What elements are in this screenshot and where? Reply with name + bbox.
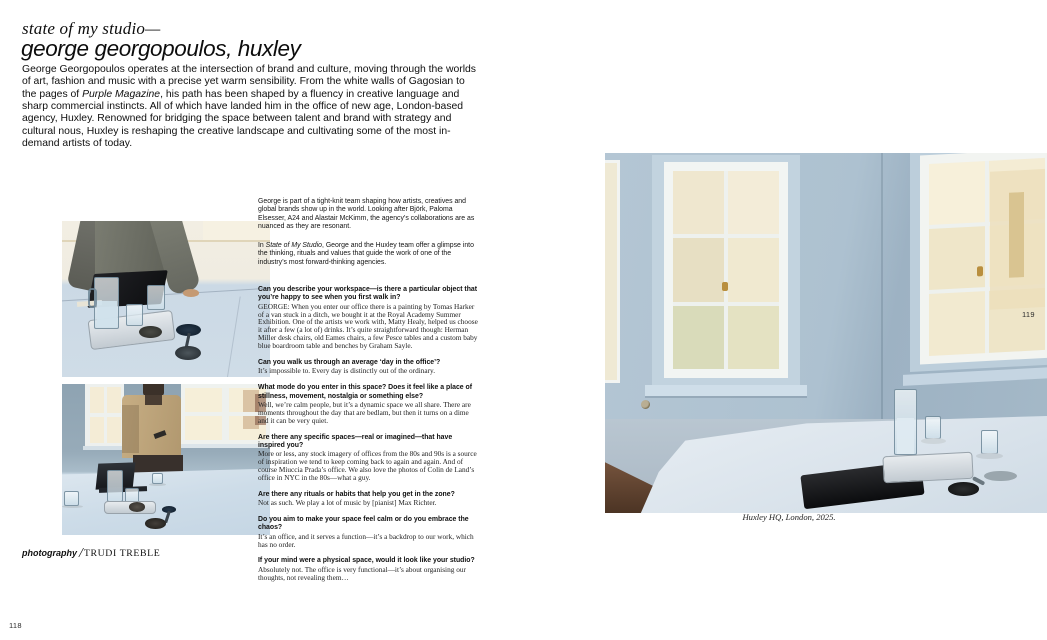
window-sill bbox=[645, 385, 806, 396]
jacket-collar bbox=[145, 395, 162, 406]
window-pane bbox=[929, 292, 985, 356]
paragraph-text-after: , George and the Huxley team offer a glimpse into the thinking, rituals and values that guide the work of one of the industry’s most forward-thinking agencies. bbox=[258, 242, 474, 266]
magazine-name-italic: Purple Magazine bbox=[82, 88, 161, 100]
interview-question: Can you describe your workspace—is there a particular object that you’re happy to see when you first walk in? bbox=[258, 286, 478, 302]
water-glass bbox=[981, 430, 998, 453]
interview-question: Are there any rituals or habits that help you get in the zone? bbox=[258, 490, 455, 498]
water-glass bbox=[147, 285, 165, 310]
table-seam-line bbox=[226, 296, 240, 377]
window-pane bbox=[728, 306, 779, 369]
credit-slash: / bbox=[79, 546, 83, 561]
window-panes bbox=[673, 171, 779, 369]
page-number-left: 118 bbox=[9, 621, 22, 630]
qa-block bbox=[258, 434, 480, 482]
interview-qa-list bbox=[258, 286, 480, 581]
interview-answer: Absolutely not. The office is very functional—it’s about organising our thoughts, not revealing them… bbox=[258, 564, 466, 582]
speaker-puck bbox=[948, 482, 979, 496]
paragraph-text-before: In bbox=[258, 242, 266, 250]
paragraph-text: George is part of a tight-knit team shaping how artists, creatives and global brands show up in the world. Looking after Björk, Paloma Elsesser, A24 and Alastair McKimm, the agency’s collaborations are as nuanced as they are resonant. bbox=[258, 198, 475, 230]
boardroom-table bbox=[62, 469, 270, 535]
building-window-outside bbox=[1009, 193, 1024, 279]
qa-block bbox=[258, 286, 480, 350]
interview-answer: Well, we’re calm people, but it’s a dynamic space we all share. There are moments throughout the day that are bedlam, but then it turns on a dime and it can be very quiet. bbox=[258, 399, 471, 425]
page-number-right: 119 bbox=[1022, 310, 1035, 319]
interview-question: Can you walk us through an average ‘day in the office’? bbox=[258, 359, 441, 367]
photo-caption: Huxley HQ, London, 2025. bbox=[742, 512, 836, 522]
window-casing bbox=[910, 153, 1047, 373]
water-glass bbox=[925, 416, 941, 439]
water-tray bbox=[882, 451, 973, 483]
interview-answer: GEORGE: When you enter our office there is a painting by Tomas Harker of a van stuck in a ditch, we bought it at the Royal Academy Summer Exhibition. One of the artists we work with, Matty Healy, helped us choose it after a few (a lot of) drinks. It’s quite straightforward though: Herman Miller desk chairs, old Eames chairs, a few Pesce tables and a custom baby blue boardroom table and benches by Graham Sayle. bbox=[258, 301, 478, 351]
window-sill bbox=[83, 446, 127, 450]
coaster bbox=[129, 502, 146, 512]
window bbox=[181, 384, 270, 444]
speaker-puck bbox=[145, 518, 166, 529]
water-level bbox=[97, 301, 117, 328]
interview-answer: It’s an office, and it serves a function—it’s a backdrop to our work, which has no order. bbox=[258, 531, 474, 549]
article-column bbox=[258, 198, 480, 591]
water-level bbox=[897, 418, 914, 454]
interview-answer: More or less, any stock imagery of offices from the 80s and 90s is a source of inspiration we tend to keep coming back to again and again. And of course Miuccia Prada’s office. We also love the photos of Colin de Land’s office in NYC in the 80s—what a guy. bbox=[258, 449, 477, 482]
brass-wall-fixture bbox=[641, 400, 650, 409]
intro-text-before: George Georgopoulos operates at the intersection of brand and culture, moving through the worlds of art, fashion and music with a precise yet warm sensibility. From the white walls of Gagosian to the pages of bbox=[22, 64, 477, 100]
window-pane bbox=[673, 306, 724, 369]
brass-window-latch bbox=[977, 266, 983, 276]
series-kicker: state of my studio— bbox=[22, 19, 161, 38]
window-casing bbox=[652, 155, 800, 385]
water-glass bbox=[126, 304, 143, 326]
photography-credit bbox=[22, 543, 160, 562]
window-pane bbox=[929, 226, 985, 290]
interview-answer: Not as such. We play a lot of music by [pianist] Max Richter. bbox=[258, 498, 437, 508]
column-paragraph bbox=[258, 198, 480, 231]
water-glass bbox=[64, 491, 79, 506]
photo-man-leaning-on-table bbox=[62, 221, 270, 377]
interview-answer: It’s impossible to. Every day is distinctly out of the ordinary. bbox=[258, 366, 436, 376]
window-pane bbox=[728, 238, 779, 301]
coaster bbox=[139, 326, 162, 338]
water-glass bbox=[107, 470, 124, 502]
interview-question: If your mind were a physical space, would it look like your studio? bbox=[258, 557, 475, 565]
window-pane bbox=[673, 238, 724, 301]
window bbox=[85, 384, 125, 446]
qa-block bbox=[258, 491, 480, 507]
interview-question: Do you aim to make your space feel calm or do you embrace the chaos? bbox=[258, 516, 469, 532]
water-glass bbox=[152, 473, 162, 484]
window-mullion bbox=[185, 412, 266, 416]
window-sliver bbox=[605, 160, 620, 383]
qa-block bbox=[258, 359, 480, 375]
credit-photographer-name: TRUDI TREBLE bbox=[83, 548, 161, 559]
window-pane bbox=[728, 171, 779, 234]
photo-office-corner bbox=[605, 153, 1047, 513]
pitcher-handle bbox=[88, 288, 97, 308]
qa-block bbox=[258, 557, 480, 581]
photo-man-at-window bbox=[62, 384, 270, 535]
window-sill bbox=[178, 444, 270, 448]
intro-paragraph bbox=[22, 64, 478, 150]
window-pane bbox=[673, 171, 724, 234]
window-mullion bbox=[90, 413, 122, 417]
person-hand bbox=[183, 289, 200, 297]
wall-corner-line bbox=[881, 153, 883, 427]
interview-question: Are there any specific spaces—real or imagined—that have inspired you? bbox=[258, 433, 453, 449]
brass-window-latch bbox=[722, 282, 728, 291]
column-paragraph bbox=[258, 242, 480, 267]
intro-text-after: , his path has been shaped by a fluency in creative language and sharp commercial instincts. All of which have landed him in the office of new age, London-based agency, Huxley. Renowned for bridging the space between talent and brand with strategy and cultural nous, Huxley is reshaping the creative landscape and cultivating some of the most in-demand artists of today. bbox=[22, 88, 464, 150]
interview-question: What mode do you enter in this space? Does it feel like a place of stillness, movement, nostalgia or something else? bbox=[258, 384, 473, 400]
series-name-italic: State of My Studio bbox=[265, 242, 322, 250]
qa-block bbox=[258, 516, 480, 548]
jacket-sleeve-shadow bbox=[122, 405, 139, 453]
window-pane bbox=[929, 161, 985, 225]
qa-block bbox=[258, 384, 480, 424]
credit-label: photography bbox=[22, 548, 77, 558]
article-title: george georgopoulos, huxley bbox=[21, 36, 301, 61]
speaker-puck bbox=[175, 346, 201, 360]
